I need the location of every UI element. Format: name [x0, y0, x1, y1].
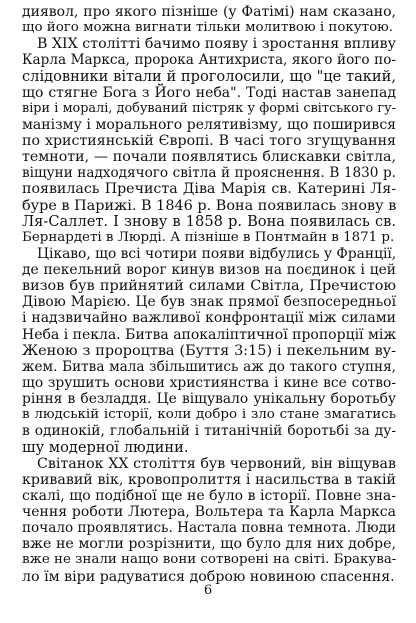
- text-line: в одинокій, глобальній і титанічній боротьбі за ду-: [22, 423, 396, 440]
- text-line: і надзвичайно важливої конфронтації між силами: [22, 310, 396, 327]
- text-line: вже не могли розрізнити, що було для них добре,: [22, 536, 396, 553]
- page-number: 6: [203, 583, 213, 598]
- text-line: вже не знали нащо вони сотворені на світі. Бракува-: [22, 552, 396, 568]
- text-line: Ля-Саллет. І знову в 1858 р. Вона появилась св.: [22, 212, 396, 230]
- text-line: визов був прийнятий силами Світла, Пречистою: [22, 278, 396, 295]
- text-line: Женою з пророцтва (Буття 3:15) і пекельним ву-: [22, 342, 396, 359]
- text-line: Цікаво, що всі чотири появи відбулись у Франції,: [37, 245, 396, 262]
- text-line: скалі, що подібної ще не було в історії. Повне зна-: [22, 487, 396, 504]
- text-line: де пекельний ворог кинув визов на поєдинок і цей: [22, 262, 396, 279]
- text-line: по християнській Європі. В часі того згущування: [22, 133, 396, 150]
- text-line: що зрушить основи християнства і кине все сотво-: [22, 374, 396, 391]
- book-page: [22, 2, 396, 602]
- text-line: ріння в безладдя. Це віщувало унікальну боротьбу: [22, 391, 396, 408]
- text-line: диявол, про якого пізніше (у Фатімі) нам сказано,: [22, 4, 396, 20]
- text-line: Світанок XX століття був червоний, він віщував: [37, 455, 396, 472]
- text-line: віщуни надходячого світла й прояснення. В 1830 р.: [22, 165, 396, 182]
- text-line: Бернардеті в Люрді. А пізніше в Понтмайн в 1871 р.: [22, 229, 395, 245]
- text-line: появилась Пречиста Діва Марія св. Катерині Ля-: [22, 181, 396, 198]
- text-line: в людській історії, коли добро і зло стане змагатись: [22, 407, 396, 423]
- text-line: кривавий вік, кровопролиття і насильства в такій: [22, 471, 396, 488]
- text-line: віри і моралі, добуваний пістряк у формі світського гу-: [22, 100, 396, 116]
- text-line: темноти, — почали появлятись блискавки світла,: [22, 149, 396, 166]
- text-line: слідовники вітали й проголосили, що "це такий,: [22, 67, 396, 85]
- text-line: що його можна вигнати тільки молитвою і покутою.: [22, 20, 394, 36]
- text-line: шу модерної людини.: [22, 438, 189, 456]
- text-line: ло їм віри радуватися доброю новиною спасення.: [22, 568, 395, 585]
- text-line: чення роботи Лютера, Вольтера та Карла Маркса: [22, 504, 396, 521]
- text-line: Неба і пекла. Битва апокаліптичної пропорції між: [22, 326, 396, 343]
- text-line: буре в Парижі. В 1846 р. Вона появилась знову в: [22, 197, 396, 214]
- text-line: Карла Маркса, пророка Антихриста, якого його по-: [22, 52, 396, 69]
- text-line: манізму і морального релятивізму, що поширився: [22, 116, 396, 133]
- text-line: Дівою Марією. Це був знак прямої безпосередньої: [22, 294, 396, 311]
- text-line: В XIX столітті бачимо появу і зростання впливу: [37, 36, 396, 53]
- text-line: жем. Битва мала збільшитись аж до такого ступня,: [22, 358, 396, 375]
- text-line: що стягне Бога з Його неба". Тоді настав занепад: [22, 84, 396, 101]
- text-line: почало проявлятись. Настала повна темнота. Люди: [22, 520, 396, 537]
